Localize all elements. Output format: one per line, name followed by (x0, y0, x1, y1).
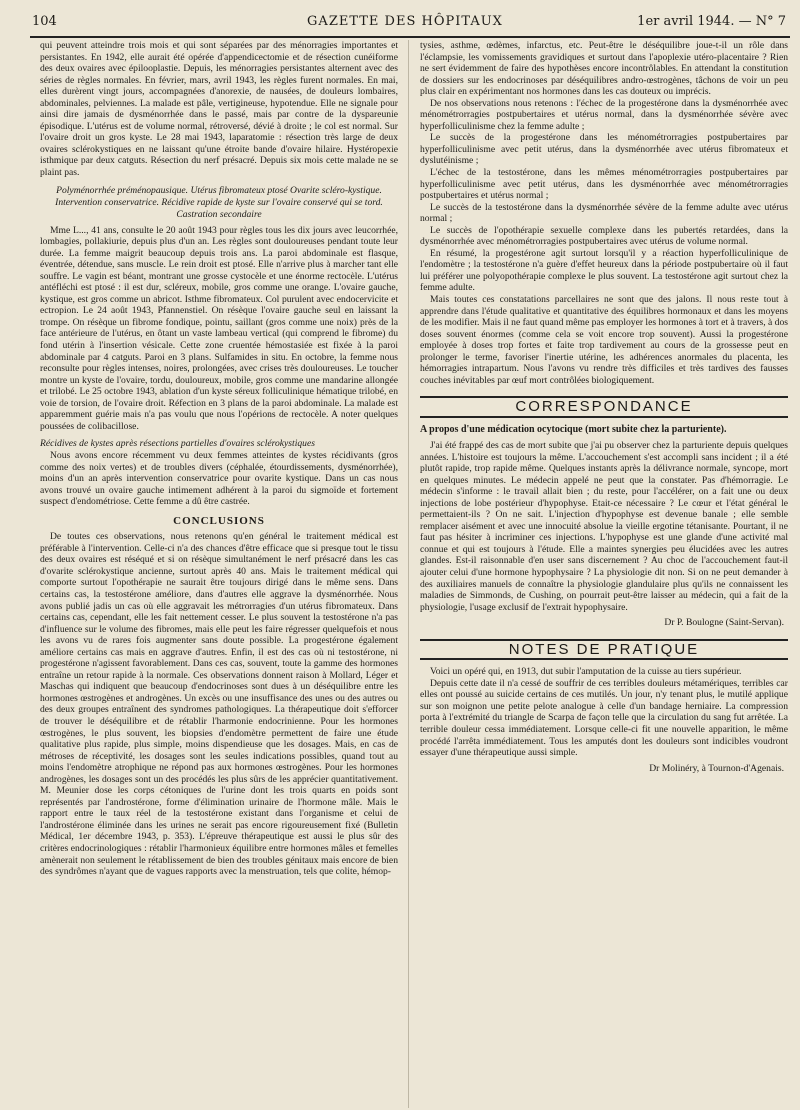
section-heading-notes: NOTES DE PRATIQUE (420, 639, 788, 661)
section-heading-correspondance: CORRESPONDANCE (420, 396, 788, 418)
paragraph: Voici un opéré qui, en 1913, dut subir l'amputation de la cuisse au tiers supérieur. (430, 666, 742, 678)
sub-heading: Récidives de kystes après résections partielles d'ovaires sclérokystiques (40, 438, 315, 450)
paragraph: Mais toutes ces constatations parcellaires ne sont que des jalons. Il nous reste tout à apprendre dans l'étude qualitative et quantitative des équilibres hormonaux et dans les moyens de les modifier. Mais il ne faut quand même pas employer les hormones à tort et à travers, à dos doses souvent énormes (comme cela se voit encore trop souvent). Aussi la progestérone employée à doses trop fortes et faite trop tardivement au cours de la grossesse peut en prolonger le terme, favoriser l'inertie utérine, les adhérences anormales du placenta, les hémorragies intrapartum. Nous l'avons vu rendre très difficiles et très tardives des fausses couches inévitables par œuf mort contrôlées biologiquement. (420, 294, 788, 386)
paragraph: Nous avons encore récemment vu deux femmes atteintes de kystes récidivants (gros comme des noix vertes) et de troubles divers (céphalée, étourdissements, dysménorrhée), moins d'un an après intervention conservatrice pour ovarite kystique. Dans un cas nous avons trouvé un ovaire gauche intimement adhérent à la paroi du sigmoïde et fortement suspect d'endométriose. Cette femme a dû être castrée. (40, 449, 398, 508)
paragraph: tysies, asthme, œdèmes, infarctus, etc. Peut-être le déséquilibre joue-t-il un rôle dans l'éclampsie, les vomissements gravidiques et surtout dans l'apoplexie utéro-placentaire ? Rien ne sert évidemment de faire des hypothèses encore incontrôlables. En attendant la constitution de dossiers sur les endocrinoses par déséquilibres andro-œstrogènes, tâchons de voir un peu plus clair en expérimentant nos hormones dans les cas douteux ou imprécis. (420, 40, 788, 98)
paragraph: Mme L..., 41 ans, consulte le 20 août 1943 pour règles tous les dix jours avec leucorrhée, lombagies, pollakiurie, depuis plus d'un an. Les règles sont douloureuses pendant toute leur durée. La femme maigrit beaucoup depuis trois ans. La paroi abdominale est flasque, éventrée, détendue, sans muscle. Le rein droit est ptosé. Elle n'arrive plus à marcher tant elle souffre. Le vagin est béant, montrant une grosse cystocèle et une énorme rectocèle. L'utérus antéfléchi est ptosé : il est dur, scléreux, mobile, gros comme une orange. L'ovaire gauche, kystique, est gros comme un abricot. Isthme fibromateux. Col purulent avec endocervicite et ectropion. Le 24 août 1943, Pfannenstiel. On résèque l'ovaire gauche seul en laissant la trompe. On résèque un fibrome fondique, pointu, saillant (gros comme une noix) près de la face antérieure de l'utérus, en ôtant un vaste lambeau vertical (qui comprend le fibrome) du fond utérin à l'insertion vésicale. Cette zone cruentée hémostasiée est fixée à la paroi abdominale par 4 catguts. Paroi en 3 plans. Sulfamides in situ. En octobre, la femme nous reconsulte pour règles intenses, noires, prolongées, avec crises très douloureuses. Le toucher montre un kyste de l'ovaire, tordu, douloureux, mobile, gros comme une mandarine allongée et trilobé. Le 25 octobre 1943, ablation d'un kyste séreux folliculinique hématique trilobé, en voie de torsion, de l'ovaire droit. Réfection en 3 plans de la paroi abdominale. La malade est apparemment guérie mais n'a pas voulu que nous l'opérions de rectocèle. A noter quelques poussées de colibacillose. (40, 224, 398, 432)
conclusions-heading: CONCLUSIONS (173, 514, 265, 527)
paragraph: Depuis cette date il n'a cessé de souffrir de ces terribles douleurs métamériques, terribles car elles ont poussé au suicide certains de ces mutilés. Un jour, n'y tenant plus, le mutilé applique sur son moignon une petite pelote analogue à celle d'un bandage herniaire. La compression porta à l'extrémité du triangle de Scarpa de façon telle que la circulation du sang fut arrêtée. La terrible douleur cessa immédiatement. Lorsque celle-ci fit une nouvelle apparition, le même procédé l'arrêta immédiatement. Tous les amputés dont les douleurs sont indicibles voudront essayer d'une thérapeutique aussi simple. (420, 677, 788, 759)
journal-title: GAZETTE DES HÔPITAUX (307, 14, 503, 29)
header-rule (30, 36, 790, 38)
column-divider (408, 40, 409, 1108)
paragraph: Le succès de l'opothérapie sexuelle complexe dans les pubertés retardées, dans la dysménorrhée avec ménométrorragies postpubertaires avec utérus de volume normal. (420, 224, 788, 248)
right-column (420, 40, 788, 1108)
page-number: 104 (32, 14, 57, 29)
case-title: Polyménorrhée préménopausique. Utérus fibromateux ptosé Ovarite scléro-kystique. Intervention conservatrice. Récidive rapide de kyste sur l'ovaire conservé qui se tord. Castration secondaire (55, 184, 383, 220)
paragraph: En résumé, la progestérone agit surtout lorsqu'il y a réaction hyperfolliculinique de l'endomètre ; la testostérone n'a guère d'effet heureux dans la période postpubertaire où il faut lui préférer une polyopothérapie complexe le plus souvent. La testostérone agit surtout chez la femme adulte. (420, 247, 788, 294)
paragraph: qui peuvent atteindre trois mois et qui sont séparées par des ménorragies importantes et persistantes. En 1942, elle aurait été opérée d'appendicectomie et de résection cunéiforme des deux ovaires avec épilooplastie. Depuis, les ménorragies persistantes alternent avec des séries de règles normales. En février, mars, avril 1943, les règles furent normales. En mai, elles durèrent vingt jours, accompagnées d'anorexie, de nausées, de douleurs lombaires, abdominales, pelviennes. La malade est pâle, vertigineuse, hypotendue. Elle ne signale pour ainsi dire jamais de dysménorrhée dans le passé, mais par contre de la dyspareunie épisodique. L'utérus est de volume normal, rétroversé, dévié à droite ; le col est normal. Sur l'ovaire droit un gros kyste. Le 28 mai 1943, laparatomie : résection très large de deux ovaires sclérokystiques en ne laissant qu'une étroite bande d'ovaire hilaire. Hystéropexie isthmique par deux catguts. Résection du nerf présacré. Depuis six mois cette malade ne se plaint pas. (40, 40, 398, 179)
paragraph: J'ai été frappé des cas de mort subite que j'ai pu observer chez la parturiente depuis quelques années. L'histoire est toujours la même. L'accouchement s'est accompli sans incident ; il a été plutôt rapide, trop rapide même. Quelques instants après la délivrance normale, syncope, mort en quelques minutes. Le médecin appelé ne peut que la constater. Pas d'hémorragie. Le médecin s'informe : le travail allait bien ; du reste, pour l'accélérer, on a fait une ou deux injections de lobe postérieur d'hypophyse. Etait-ce nécessaire ? Le cœur et l'état général le permettaient-ils ? On ne sait. L'injection d'hypophyse est devenue banale ; elle semble remplacer aisément et avec une innocuité absolue la vieille ergotine tétanisante. Pourtant, il ne faut pas hésiter à incriminer ces injections. L'hypophyse est une glande d'une activité mal connue et qui est toujours à l'étude. Elle a maintes synergies peu élucidées avec les autres glandes. Est-il raisonnable d'en user sans discernement ? Au choc de l'accouchement faut-il ajouter celui d'une hormone hypophysaire ? La physiologie dit non. Si on ne peut demander à des auxiliaires manuels de connaître la physiologie glandulaire plus qu'ils ne connaissent les maladies de Simmonds, de Cushing, on pourrait peut-être laisser au médecin, qui a fait de la physiologie, l'usage exclusif de l'extrait hypophysaire. (420, 439, 788, 613)
paragraph: L'échec de la testostérone, dans les mêmes ménométrorragies postpubertaires par hyperfolliculinisme avec petit utérus, dans les dysménorrhée avec ménométrorragies postpubertaires et utérus normal ; (420, 167, 788, 202)
signature: Dr P. Boulogne (Saint-Servan). (664, 617, 784, 629)
page-header (20, 14, 790, 36)
left-column (40, 40, 398, 1108)
signature: Dr Molinéry, à Tournon-d'Agenais. (649, 762, 784, 774)
paragraph: De nos observations nous retenons : l'échec de la progestérone dans la dysménorrhée avec ménométrorragies postpubertaires et utérus normal, dans la dysménorrhée sévère avec hyperfolliculinisme chez la femme adulte ; (420, 97, 788, 132)
paragraph: De toutes ces observations, nous retenons qu'en général le traitement médical est préférable à l'intervention. Celle-ci n'a des chances d'être efficace que si presque tout le tissu des deux ovaires est réséqué et si on résèque simultanément le nerf présacré dans les cas d'ovarite sclérokystique ancienne, surtout après 40 ans. Mais le traitement médical qui comporte surtout l'opothérapie ne saurait être toujours dirigé dans le même sens. Dans certains cas, la testostérone améliore, dans d'autres elle aggrave la dysménorrhée. Nous avons publié jadis un cas où elle aggravait les métrorragies d'un utérus fibromateux. Dans certains cas, cependant, elle les fait nettement cesser. Le plus souvent la testostérone n'a pas d'influence sur le volume des fibromes, mais elle peut les faire régresser quelquefois et nous les avons vu de rares fois augmenter sans doute possible. La progestérone également améliore certains cas mais en aggrave d'autres. Enfin, il est des cas où ni testostérone, ni progestérone n'agissent favorablement. Dans ces cas, souvent, toute la gamme des hormones entraîne un retour rapide à la normale. Ces observations donnent raison à Mollard, Léger et Maschas qui indiquent que beaucoup d'endocrinoses sont dues à un déséquilibre entre les hormones œstrogènes et androgènes. Un excès ou une insuffisance des unes ou des autres ou des deux groupes entraînent des syndromes pathologiques. La thérapeutique doit s'efforcer de trouver le déséquilibre et de rétablir l'harmonie endocrinienne. Pour les hormones œstrogènes, le plus souvent, les biopsies d'endomètre permettent de faire une étude qualitative plus rapide, plus simple, moins dispendieuse que les dosages. Mais, en cas de métroses de réceptivité, les dosages sont les seules indications possibles, quand tout au moins l'endomètre atrophique ne répond pas aux hormones œstrogènes. Pour les hormones androgènes, les dosages sont un des procédés les plus sûrs de les apprécier quantitativement. M. Meunier dose les corps cétoniques de l'urine dont les trois quarts en poids sont représentés par l'androstérone, forme d'élimination urinaire de l'hormone mâle. Mais le rapport entre le taux réel de la testostérone existant dans l'organisme et celui de l'androstérone éliminée dans les urines ne serait pas encore rigoureusement fixé (Bulletin Médical, 1er décembre 1943, p. 353). L'épreuve thérapeutique est aussi le plus sûr des critères endocrinologiques : rétablir l'harmonieux équilibre entre hormones mâles et femelles amènerait non seulement le rétablissement de bien des troubles génitaux mais encore de bien des syndrômes n'ayant que de vagues rapports avec la menstruation, tels que colite, hémop- (40, 531, 398, 878)
correspondence-title: A propos d'une médication ocytocique (mort subite chez la parturiente). (420, 423, 727, 435)
paragraph: Le succès de la testostérone dans la dysménorrhée sévère de la femme adulte avec utérus normal ; (420, 201, 788, 225)
paragraph: Le succès de la progestérone dans les ménométrorragies postpubertaires par hyperfolliculinisme avec petit utérus, dans la dysménorrhée avec utérus fibromateux et dyslutéinisme ; (420, 132, 788, 167)
issue-date: 1er avril 1944. — N° 7 (637, 14, 786, 29)
